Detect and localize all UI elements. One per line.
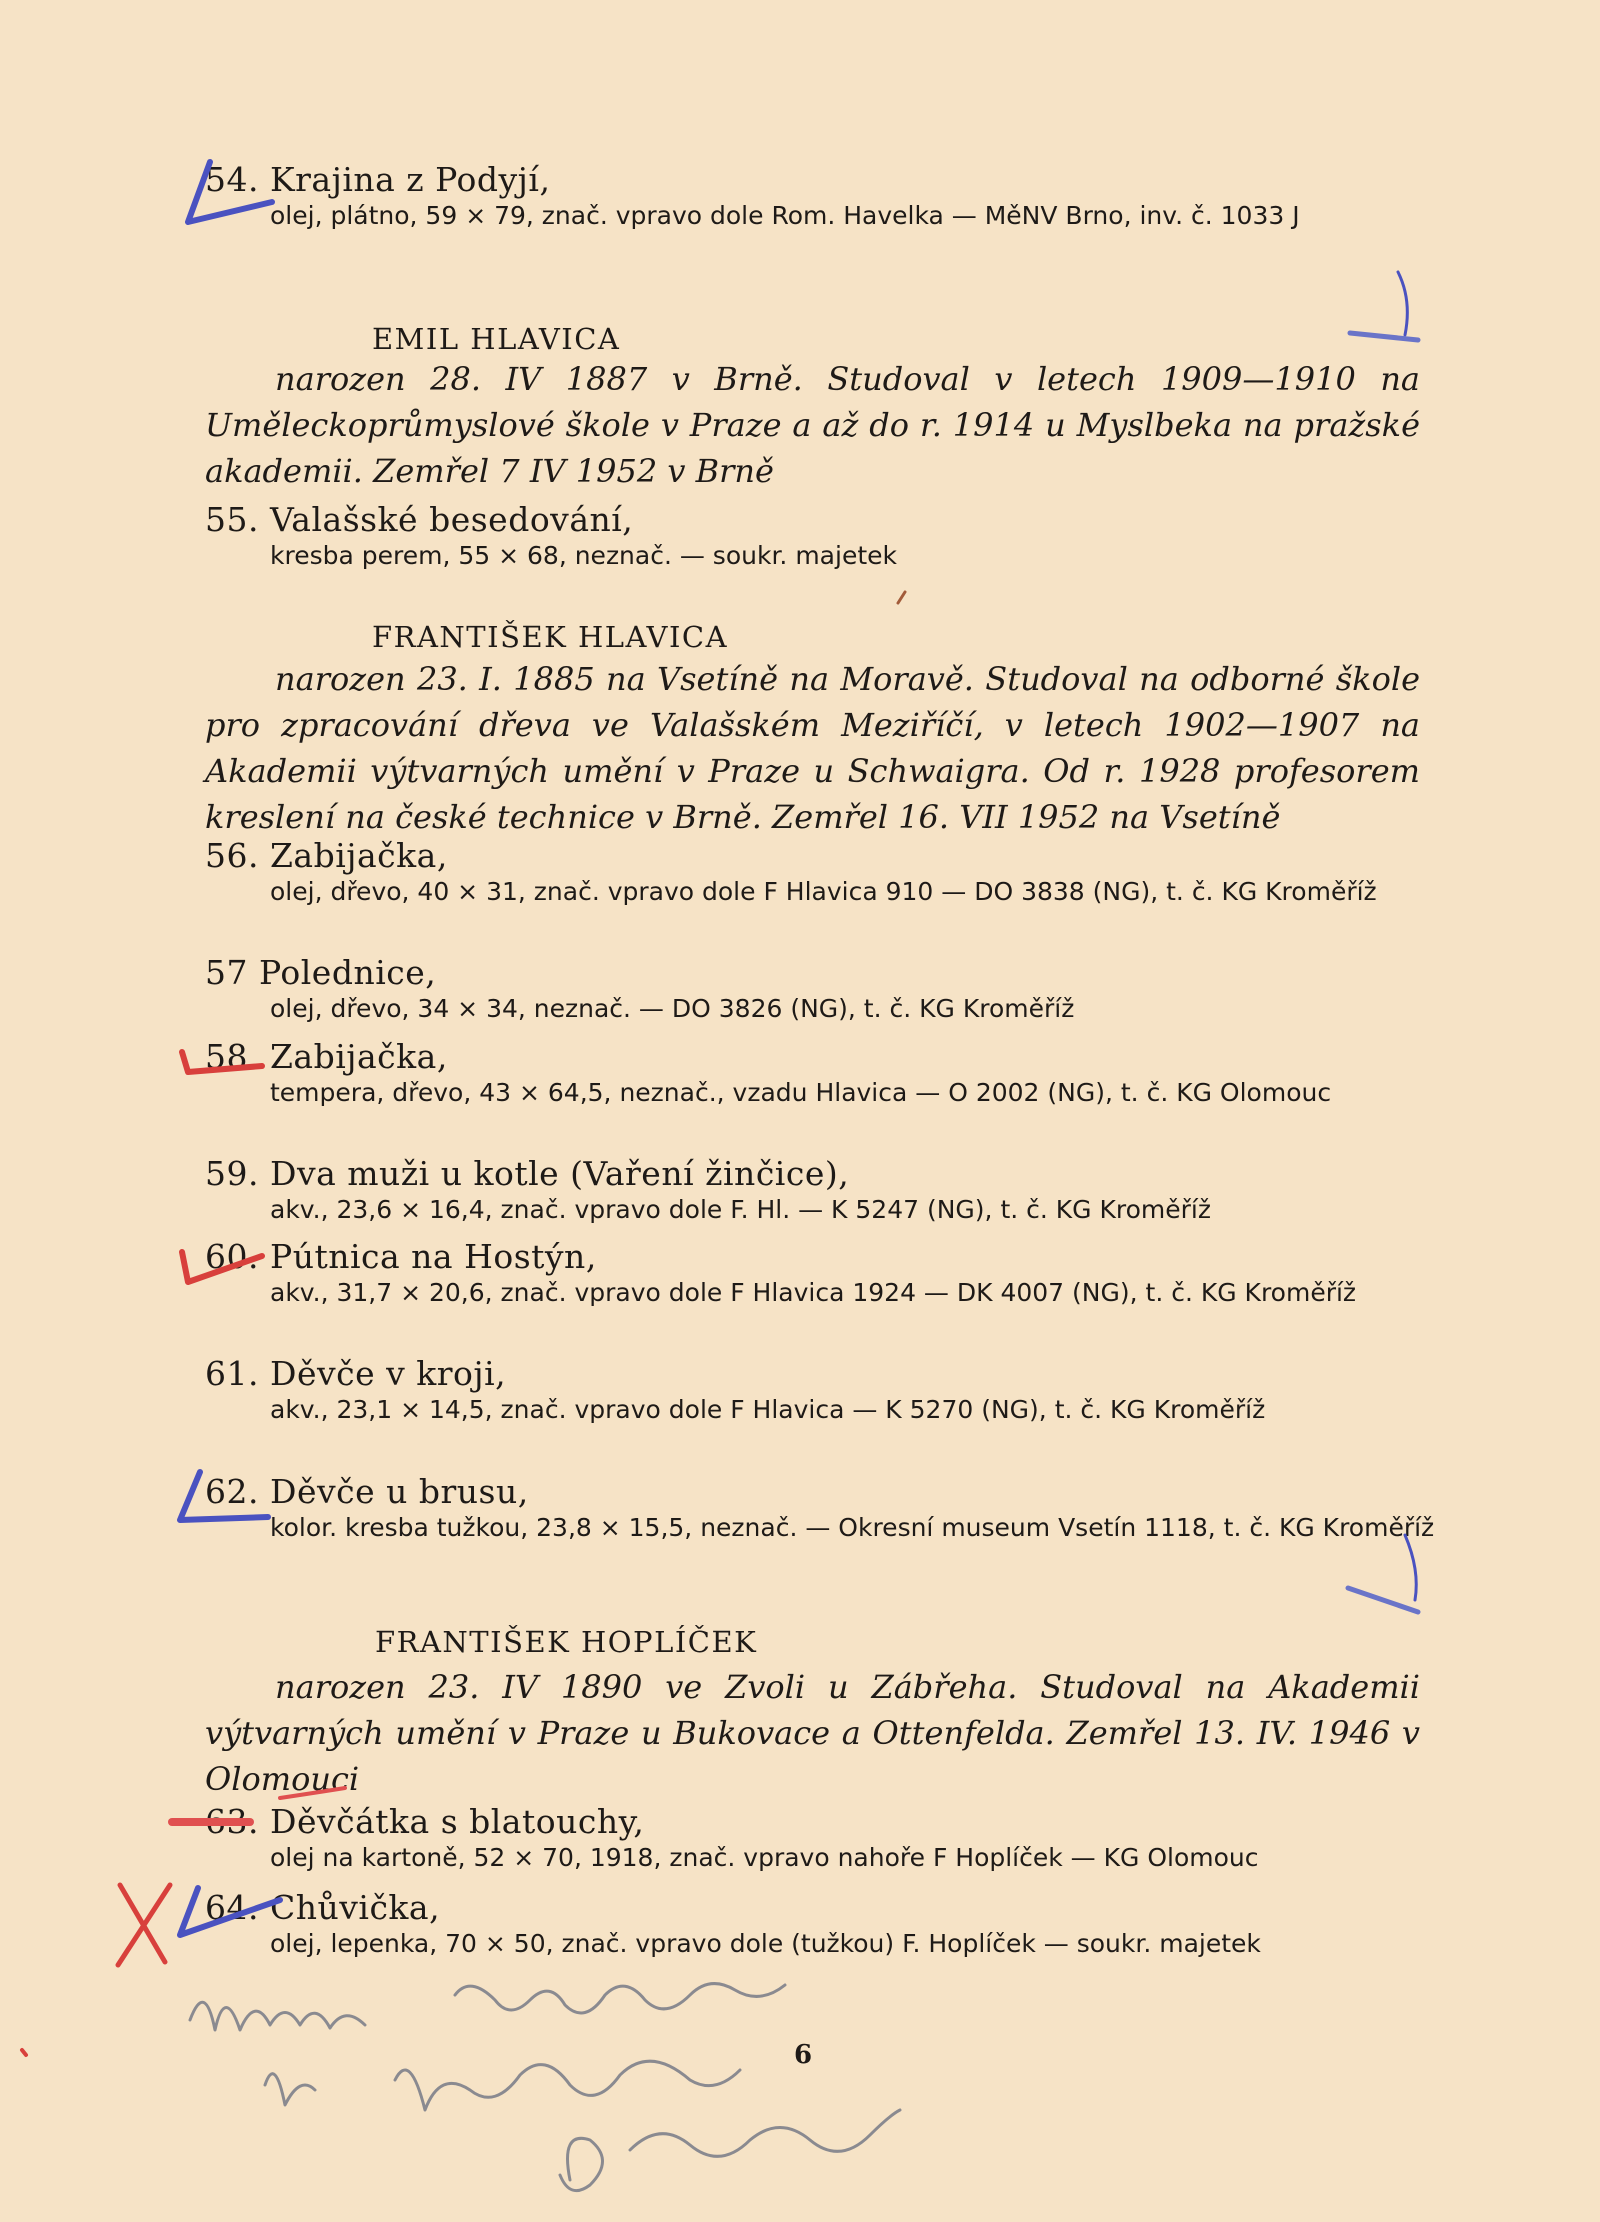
entry-detail: akv., 23,6 × 16,4, znač. vpravo dole F. Hl. — K 5247 (NG), t. č. KG Kroměříž — [270, 1195, 1211, 1224]
entry-62 — [205, 1472, 1435, 1545]
blue-margin-mark — [1350, 333, 1418, 340]
entry-60 — [205, 1237, 1435, 1310]
entry-title: Děvčátka s blatouchy, — [269, 1802, 645, 1841]
graphite-handwriting — [190, 1984, 900, 2191]
entry-detail: olej, dřevo, 40 × 31, znač. vpravo dole F Hlavica 910 — DO 3838 (NG), t. č. KG Kroměříž — [270, 877, 1377, 906]
entry-title: Polednice, — [259, 953, 437, 992]
entry-detail: kresba perem, 55 × 68, neznač. — soukr. majetek — [270, 541, 897, 570]
entry-number: 64. — [205, 1888, 259, 1927]
entry-number: 55. — [205, 500, 259, 539]
entry-title: Děvče v kroji, — [269, 1354, 507, 1393]
entry-detail: tempera, dřevo, 43 × 64,5, neznač., vzadu Hlavica — O 2002 (NG), t. č. KG Olomouc — [270, 1078, 1332, 1107]
artist-name: EMIL HLAVICA — [372, 322, 621, 356]
artist-bio: narozen 28. IV 1887 v Brně. Studoval v letech 1909—1910 na Uměleckoprůmyslové škole v Praze a až do r. 1914 u Myslbeka na pražské akademii. Zemřel 7 IV 1952 v Brně — [205, 360, 1420, 490]
entry-title: Zabijačka, — [269, 1037, 448, 1076]
entry-number: 54. — [205, 160, 259, 199]
entry-54 — [205, 160, 1435, 233]
entry-detail: kolor. kresba tužkou, 23,8 × 15,5, neznač. — Okresní museum Vsetín 1118, t. č. KG Kroměříž — [270, 1513, 1435, 1542]
entry-title: Dva muži u kotle (Vaření žinčice), — [269, 1154, 850, 1193]
entry-number: 60. — [205, 1237, 259, 1276]
entry-61 — [205, 1354, 1435, 1427]
entry-detail: akv., 31,7 × 20,6, znač. vpravo dole F Hlavica 1924 — DK 4007 (NG), t. č. KG Kroměříž — [270, 1278, 1357, 1307]
entry-55 — [205, 500, 1435, 573]
entry-title: Krajina z Podyjí, — [269, 160, 551, 199]
entry-56 — [205, 836, 1435, 909]
entry-title: Zabijačka, — [269, 836, 448, 875]
red-tick-mark — [22, 2050, 26, 2055]
entry-title: Pútnica na Hostýn, — [269, 1237, 597, 1276]
entry-number: 59. — [205, 1154, 259, 1193]
entry-58 — [205, 1037, 1435, 1110]
entry-title: Děvče u brusu, — [269, 1472, 529, 1511]
entry-number: 61. — [205, 1354, 259, 1393]
entry-detail: olej, lepenka, 70 × 50, znač. vpravo dole (tužkou) F. Hoplíček — soukr. majetek — [270, 1929, 1261, 1958]
entry-title: Valašské besedování, — [269, 500, 634, 539]
entry-number: 63. — [205, 1802, 259, 1841]
entry-detail: akv., 23,1 × 14,5, znač. vpravo dole F Hlavica — K 5270 (NG), t. č. KG Kroměříž — [270, 1395, 1266, 1424]
entry-number: 62. — [205, 1472, 259, 1511]
artist-name: FRANTIŠEK HLAVICA — [372, 620, 729, 654]
entry-63 — [205, 1802, 1435, 1875]
blue-margin-mark — [1398, 272, 1407, 335]
artist-bio: narozen 23. I. 1885 na Vsetíně na Moravě. Studoval na odborné škole pro zpracování dřeva ve Valašském Meziříčí, v letech 1902—1907 na Akademii výtvarných umění v Praze u Schwaigra. Od r. 1928 profesorem kreslení na české technice v Brně. Zemřel 16. VII 1952 na Vsetíně — [205, 660, 1420, 836]
artist-bio: narozen 23. IV 1890 ve Zvoli u Zábřeha. Studoval na Akademii výtvarných umění v Praze u Bukovace a Ottenfelda. Zemřel 13. IV. 1946 v Olomouci — [205, 1668, 1420, 1798]
entry-57 — [205, 953, 1435, 1026]
entry-59 — [205, 1154, 1435, 1227]
artist-name: FRANTIŠEK HOPLÍČEK — [375, 1625, 758, 1659]
entry-number: 56. — [205, 836, 259, 875]
entry-64 — [205, 1888, 1435, 1961]
entry-number: 58. — [205, 1037, 259, 1076]
entry-detail: olej, dřevo, 34 × 34, neznač. — DO 3826 (NG), t. č. KG Kroměříž — [270, 994, 1075, 1023]
page-number: 6 — [794, 2040, 813, 2070]
blue-margin-mark — [1348, 1588, 1418, 1612]
red-x-mark — [118, 1885, 170, 1965]
entry-number: 57 — [205, 953, 248, 992]
entry-title: Chůvička, — [269, 1888, 441, 1927]
entry-detail: olej na kartoně, 52 × 70, 1918, znač. vpravo nahoře F Hoplíček — KG Olomouc — [270, 1843, 1259, 1872]
entry-detail: olej, plátno, 59 × 79, znač. vpravo dole Rom. Havelka — MěNV Brno, inv. č. 1033 J — [270, 201, 1300, 230]
pencil-tick-mark — [898, 592, 905, 603]
